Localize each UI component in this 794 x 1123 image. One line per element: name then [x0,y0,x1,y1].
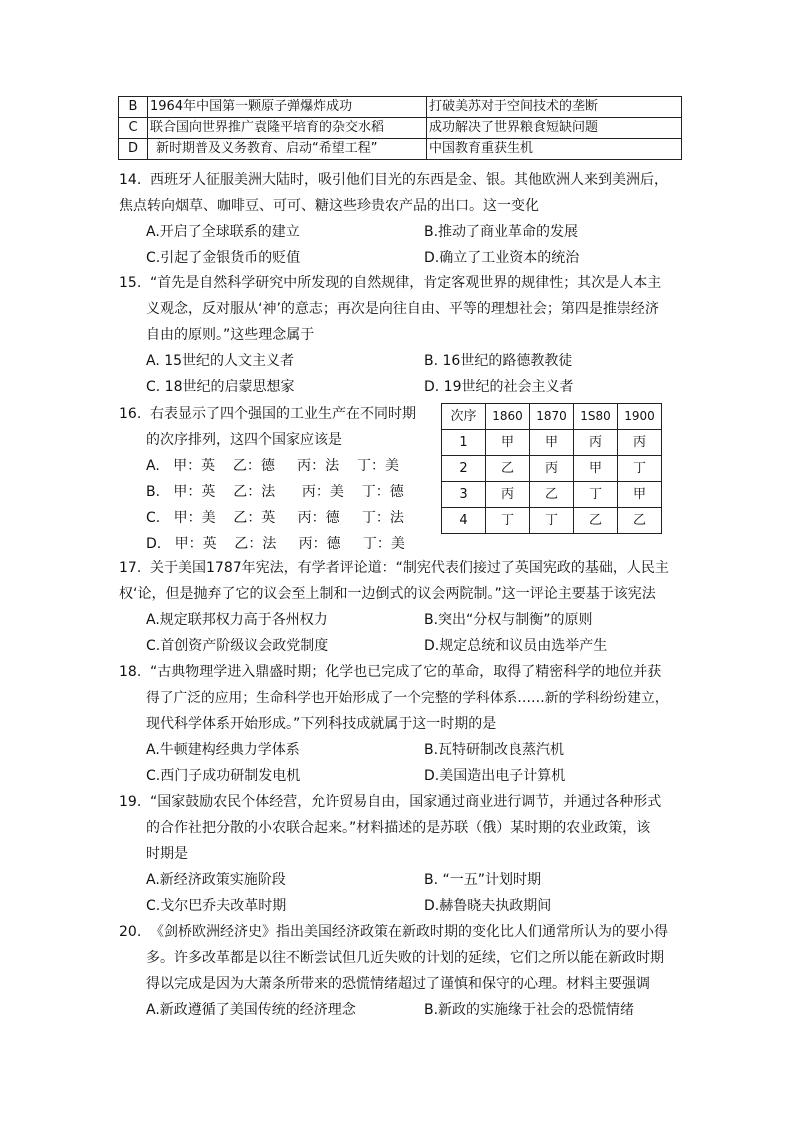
question-13-table [118,96,682,160]
question-number: 17. [119,560,142,576]
header-cell: 1900 [618,404,662,430]
industrial-ranking-table [441,403,662,534]
rank-cell: 1 [442,430,486,456]
table-row [442,456,662,482]
row-key: C [119,118,148,139]
table-row [119,97,682,118]
country-cell: 甲 [574,456,618,482]
table-header-row [442,404,662,430]
question-number: 18. [119,664,142,680]
question-number: 15. [119,275,142,291]
row-event: 新时期普及义务教育、启动“希望工程” [148,139,427,160]
country-cell: 乙 [530,482,574,508]
country-cell: 乙 [574,508,618,534]
question-number: 19. [119,794,142,810]
question-stem-line: 右表显示了四个强国的工业生产在不同时期 [150,406,416,422]
row-event: 联合国向世界推广袁隆平培育的杂交水稻 [148,118,427,139]
question-stem-line: “首先是自然科学研究中所发现的自然规律，肯定客观世界的规律性；其次是人本主 [150,275,662,291]
row-key: D [119,139,148,160]
row-event: 1964年中国第一颗原子弹爆炸成功 [148,97,427,118]
option-a: A. 甲：英 乙：德 丙：法 丁：美 [146,458,399,474]
option-b: B.推动了商业革命的发展 [424,224,579,240]
option-d: D.赫鲁晓夫执政期间 [424,898,552,914]
option-a: A. 15世纪的人文主义者 [146,353,295,369]
row-result: 成功解决了世界粮食短缺问题 [427,118,682,139]
country-cell: 甲 [618,482,662,508]
question-stem-line: 焦点转向烟草、咖啡豆、可可、糖这些珍贵农产品的出口。这一变化 [119,198,539,214]
table-row [442,430,662,456]
country-cell: 丙 [574,430,618,456]
option-b: B. 16世纪的路德教教徒 [424,353,573,369]
country-cell: 丙 [618,430,662,456]
header-cell: 1860 [486,404,530,430]
option-b: B. 甲：英 乙：法 丙：美 丁：德 [146,484,404,500]
question-stem-line: 得以完成是因为大萧条所带来的恐慌情绪超过了谨慎和保守的心理。材料主要强调 [146,976,650,992]
rank-cell: 4 [442,508,486,534]
country-cell: 甲 [530,430,574,456]
country-cell: 丙 [530,456,574,482]
table-row [442,482,662,508]
rank-cell: 2 [442,456,486,482]
option-d: D. 19世纪的社会主义者 [424,379,574,395]
question-number: 14. [119,172,142,188]
question-stem-line: 西班牙人征服美洲大陆时，吸引他们目光的东西是金、银。其他欧洲人来到美洲后， [150,172,668,188]
question-number: 16. [119,406,142,422]
question-stem-line: 自由的原则。”这些理念属于 [146,327,315,343]
option-a: A.牛顿建构经典力学体系 [146,742,300,758]
country-cell: 甲 [486,430,530,456]
option-b: B. “一五”计划时期 [424,872,542,888]
option-b: B.突出“分权与制衡”的原则 [424,612,593,628]
row-key: B [119,97,148,118]
option-a: A.规定联邦权力高于各州权力 [146,612,328,628]
question-stem-line: “国家鼓励农民个体经营，允许贸易自由，国家通过商业进行调节，并通过各种形式 [150,794,662,810]
option-a: A.新政遵循了美国传统的经济理念 [146,1002,356,1018]
header-cell: 1870 [530,404,574,430]
option-c: C. 甲：美 乙：英 丙：德 丁：法 [146,510,404,526]
row-result: 中国教育重获生机 [427,139,682,160]
country-cell: 丁 [574,482,618,508]
country-cell: 丁 [486,508,530,534]
option-c: C.戈尔巴乔夫改革时期 [146,898,287,914]
option-d: D.美国造出电子计算机 [424,768,566,784]
country-cell: 丁 [530,508,574,534]
option-c: C. 18世纪的启蒙思想家 [146,379,295,395]
question-stem-line: 《剑桥欧洲经济史》指出美国经济政策在新政时期的变化比人们通常所认为的要小得 [150,924,668,940]
country-cell: 丙 [486,482,530,508]
country-cell: 丁 [618,456,662,482]
header-cell: 次序 [442,404,486,430]
question-stem-line: 的合作社把分散的小农联合起来。”材料描述的是苏联（俄）某时期的农业政策，该 [146,820,651,836]
question-stem-line: 多。许多改革都是以往不断尝试但几近失败的计划的延续，它们之所以能在新政时期 [146,950,664,966]
option-a: A.新经济政策实施阶段 [146,872,286,888]
country-cell: 乙 [618,508,662,534]
option-c: C.西门子成功研制发电机 [146,768,301,784]
question-stem-line: 义观念，反对服从‘神’的意志；再次是向往自由、平等的理想社会；第四是推崇经济 [146,301,659,317]
table-row [442,508,662,534]
option-a: A.开启了全球联系的建立 [146,224,300,240]
question-number: 20. [119,924,142,940]
option-c: C.引起了金银货币的贬值 [146,250,301,266]
header-cell: 1S80 [574,404,618,430]
question-stem-line: 关于美国1787年宪法，有学者评论道：“制宪代表们接过了英国宪政的基础，人民主 [150,560,669,576]
question-stem-line: 得了广泛的应用；生命科学也开始形成了一个完整的学科体系……新的学科纷纷建立， [146,690,669,706]
country-cell: 乙 [486,456,530,482]
table-row [119,118,682,139]
option-b: B.新政的实施缘于社会的恐慌情绪 [424,1002,635,1018]
question-stem-line: 权‘论，但是抛弃了它的议会至上制和一边倒式的议会两院制。”这一评论主要基于该宪法 [119,586,656,602]
option-d: D.规定总统和议员由选举产生 [424,638,608,654]
rank-cell: 3 [442,482,486,508]
option-b: B.瓦特研制改良蒸汽机 [424,742,565,758]
row-result: 打破美苏对于空间技术的垄断 [427,97,682,118]
table-row [119,139,682,160]
question-stem-line: 现代科学体系开始形成。”下列科技成就属于这一时期的是 [146,716,497,732]
option-c: C.首创资产阶级议会政党制度 [146,638,329,654]
option-d: D. 甲：英 乙：法 丙：德 丁：美 [146,536,405,552]
question-stem-line: “古典物理学进入鼎盛时期；化学也已完成了它的革命，取得了精密科学的地位并获 [150,664,662,680]
option-d: D.确立了工业资本的统治 [424,250,580,266]
question-stem-line: 时期是 [146,846,188,862]
question-stem-line: 的次序排列，这四个国家应该是 [146,432,342,448]
